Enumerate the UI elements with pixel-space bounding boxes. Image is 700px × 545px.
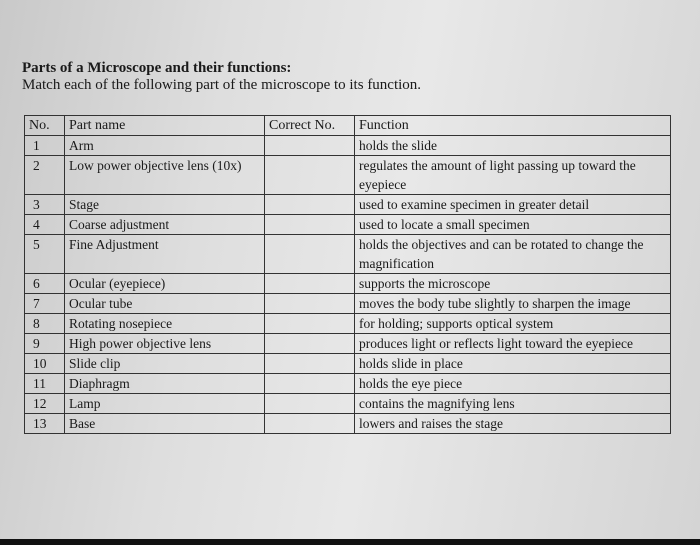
matching-table: [24, 115, 671, 434]
row-function: holds the eye piece: [355, 374, 671, 394]
row-correct-no[interactable]: [265, 314, 355, 334]
table-row: [25, 195, 671, 215]
row-correct-no[interactable]: [265, 374, 355, 394]
row-function: moves the body tube slightly to sharpen the image: [355, 294, 671, 314]
row-no: 5: [25, 235, 65, 274]
row-function: used to locate a small specimen: [355, 215, 671, 235]
table-row: [25, 414, 671, 434]
header-correct-no: Correct No.: [265, 116, 355, 136]
row-no: 6: [25, 274, 65, 294]
row-function: supports the microscope: [355, 274, 671, 294]
row-correct-no[interactable]: [265, 156, 355, 195]
row-function: for holding; supports optical system: [355, 314, 671, 334]
row-correct-no[interactable]: [265, 215, 355, 235]
table-row: [25, 235, 671, 274]
row-part-name: High power objective lens: [65, 334, 265, 354]
row-no: 9: [25, 334, 65, 354]
row-part-name: Stage: [65, 195, 265, 215]
row-correct-no[interactable]: [265, 394, 355, 414]
table-row: [25, 314, 671, 334]
row-part-name: Arm: [65, 136, 265, 156]
worksheet-title: Parts of a Microscope and their functions:: [22, 60, 292, 76]
row-part-name: Ocular (eyepiece): [65, 274, 265, 294]
table-header-row: [25, 116, 671, 136]
row-function: holds the slide: [355, 136, 671, 156]
table-row: [25, 294, 671, 314]
row-correct-no[interactable]: [265, 414, 355, 434]
row-no: 2: [25, 156, 65, 195]
row-correct-no[interactable]: [265, 235, 355, 274]
row-part-name: Coarse adjustment: [65, 215, 265, 235]
photo-bottom-edge: [0, 539, 700, 545]
row-part-name: Low power objective lens (10x): [65, 156, 265, 195]
table-row: [25, 215, 671, 235]
row-no: 3: [25, 195, 65, 215]
row-function: holds the objectives and can be rotated to change the magnification: [355, 235, 671, 274]
row-part-name: Ocular tube: [65, 294, 265, 314]
row-function: lowers and raises the stage: [355, 414, 671, 434]
matching-table-container: [24, 115, 670, 434]
table-row: [25, 156, 671, 195]
row-correct-no[interactable]: [265, 294, 355, 314]
row-function: contains the magnifying lens: [355, 394, 671, 414]
row-part-name: Slide clip: [65, 354, 265, 374]
header-no: No.: [25, 116, 65, 136]
table-row: [25, 136, 671, 156]
table-row: [25, 394, 671, 414]
row-part-name: Rotating nosepiece: [65, 314, 265, 334]
row-function: holds slide in place: [355, 354, 671, 374]
row-correct-no[interactable]: [265, 136, 355, 156]
row-correct-no[interactable]: [265, 354, 355, 374]
row-no: 8: [25, 314, 65, 334]
header-function: Function: [355, 116, 671, 136]
row-part-name: Base: [65, 414, 265, 434]
row-correct-no[interactable]: [265, 195, 355, 215]
table-row: [25, 274, 671, 294]
row-no: 11: [25, 374, 65, 394]
table-row: [25, 354, 671, 374]
row-function: used to examine specimen in greater detail: [355, 195, 671, 215]
row-no: 1: [25, 136, 65, 156]
header-part-name: Part name: [65, 116, 265, 136]
row-no: 7: [25, 294, 65, 314]
row-part-name: Lamp: [65, 394, 265, 414]
row-function: regulates the amount of light passing up toward the eyepiece: [355, 156, 671, 195]
table-row: [25, 334, 671, 354]
row-no: 10: [25, 354, 65, 374]
table-row: [25, 374, 671, 394]
row-part-name: Fine Adjustment: [65, 235, 265, 274]
worksheet-instructions: Match each of the following part of the microscope to its function.: [22, 77, 422, 93]
row-no: 4: [25, 215, 65, 235]
row-correct-no[interactable]: [265, 334, 355, 354]
row-correct-no[interactable]: [265, 274, 355, 294]
row-no: 13: [25, 414, 65, 434]
row-no: 12: [25, 394, 65, 414]
row-function: produces light or reflects light toward the eyepiece: [355, 334, 671, 354]
row-part-name: Diaphragm: [65, 374, 265, 394]
